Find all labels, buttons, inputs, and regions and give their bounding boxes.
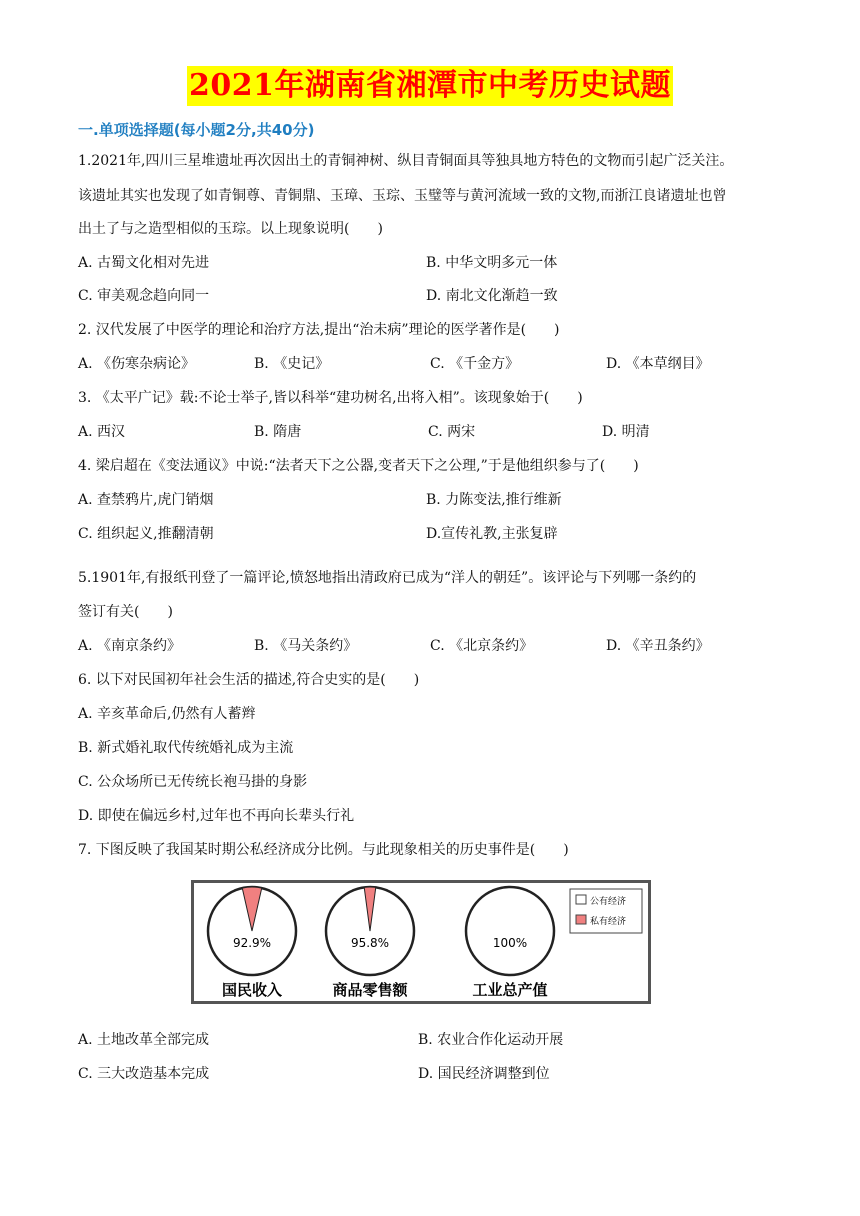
pie-chart-svg xyxy=(194,883,648,1001)
question-5-line-2: 签订有关( ) xyxy=(78,604,173,620)
question-1-option-c[interactable]: C. 审美观念趋向同一 xyxy=(78,288,210,304)
question-5-option-a[interactable]: A. 《南京条约》 xyxy=(78,638,182,654)
question-4-line-1: 4. 梁启超在《变法通议》中说:“法者天下之公器,变者天下之公理,”于是他组织参与了( ) xyxy=(78,458,639,474)
question-1-option-d[interactable]: D. 南北文化渐趋一致 xyxy=(426,288,558,304)
question-2-option-c[interactable]: C. 《千金方》 xyxy=(430,356,520,372)
page-title: 2021年湖南省湘潭市中考历史试题 xyxy=(187,66,673,106)
question-5-line-1: 5.1901年,有报纸刊登了一篇评论,愤怒地指出清政府已成为“洋人的朝廷”。该评论与下列哪一条约的 xyxy=(78,570,697,586)
legend-swatch-1 xyxy=(576,895,586,904)
pie-1-category-label: 国民收入 xyxy=(221,981,283,999)
legend-label-1: 公有经济 xyxy=(590,897,627,907)
pie-1-value-label: 92.9% xyxy=(232,936,272,950)
question-2-option-a[interactable]: A. 《伤寒杂病论》 xyxy=(78,356,196,372)
question-2-line-1: 2. 汉代发展了中医学的理论和治疗方法,提出“治未病”理论的医学著作是( ) xyxy=(78,322,560,338)
question-1-line-3: 出土了与之造型相似的玉琮。以上现象说明( ) xyxy=(78,221,383,237)
question-3-line-1: 3. 《太平广记》载:不论士举子,皆以科举“建功树名,出将入相”。该现象始于( ) xyxy=(78,390,583,406)
question-7-option-d[interactable]: D. 国民经济调整到位 xyxy=(418,1066,550,1082)
pie-2-value-label: 95.8% xyxy=(350,936,390,950)
question-4-option-d[interactable]: D.宣传礼教,主张复辟 xyxy=(426,526,558,542)
question-3-option-a[interactable]: A. 西汉 xyxy=(78,424,126,440)
question-2-option-b[interactable]: B. 《史记》 xyxy=(254,356,330,372)
question-1-option-a[interactable]: A. 古蜀文化相对先进 xyxy=(78,255,210,271)
question-3-option-c[interactable]: C. 两宋 xyxy=(428,424,476,440)
question-1-option-b[interactable]: B. 中华文明多元一体 xyxy=(426,255,558,271)
title-container xyxy=(0,66,860,106)
question-7-option-c[interactable]: C. 三大改造基本完成 xyxy=(78,1066,210,1082)
question-6-line-1: 6. 以下对民国初年社会生活的描述,符合史实的是( ) xyxy=(78,672,420,688)
economy-pie-chart xyxy=(191,880,651,1004)
legend-label-2: 私有经济 xyxy=(590,917,627,927)
question-7-option-b[interactable]: B. 农业合作化运动开展 xyxy=(418,1032,564,1048)
question-6-option-c[interactable]: C. 公众场所已无传统长袍马掛的身影 xyxy=(78,774,308,790)
section-header: 一.单项选择题(每小题2分,共40分) xyxy=(78,121,315,139)
pie-3-category-label: 工业总产值 xyxy=(472,981,548,999)
question-2-option-d[interactable]: D. 《本草纲目》 xyxy=(606,356,710,372)
question-4-option-b[interactable]: B. 力陈变法,推行维新 xyxy=(426,492,562,508)
question-1-line-2: 该遗址其实也发现了如青铜尊、青铜鼎、玉璋、玉琮、玉璧等与黄河流域一致的文物,而浙江良诸遗址也曾 xyxy=(78,188,727,204)
pie-3-public-slice xyxy=(466,887,554,975)
question-4-option-c[interactable]: C. 组织起义,推翻清朝 xyxy=(78,526,214,542)
question-6-option-b[interactable]: B. 新式婚礼取代传统婚礼成为主流 xyxy=(78,740,294,756)
question-5-option-b[interactable]: B. 《马关条约》 xyxy=(254,638,358,654)
pie-2-category-label: 商品零售额 xyxy=(332,981,408,999)
question-5-option-d[interactable]: D. 《辛丑条约》 xyxy=(606,638,710,654)
question-6-option-d[interactable]: D. 即使在偏远乡村,过年也不再向长辈头行礼 xyxy=(78,808,355,824)
question-6-option-a[interactable]: A. 辛亥革命后,仍然有人蓄辫 xyxy=(78,706,256,722)
question-3-option-b[interactable]: B. 隋唐 xyxy=(254,424,302,440)
question-4-option-a[interactable]: A. 查禁鸦片,虎门销烟 xyxy=(78,492,214,508)
question-3-option-d[interactable]: D. 明清 xyxy=(602,424,650,440)
legend-swatch-2 xyxy=(576,915,586,924)
pie-3-value-label: 100% xyxy=(492,936,528,950)
question-5-option-c[interactable]: C. 《北京条约》 xyxy=(430,638,534,654)
question-1-line-1: 1.2021年,四川三星堆遗址再次因出土的青铜神树、纵目青铜面具等独具地方特色的文物而引起广泛关注。 xyxy=(78,153,734,169)
question-7-line-1: 7. 下图反映了我国某时期公私经济成分比例。与此现象相关的历史事件是( ) xyxy=(78,842,569,858)
question-7-option-a[interactable]: A. 土地改革全部完成 xyxy=(78,1032,210,1048)
